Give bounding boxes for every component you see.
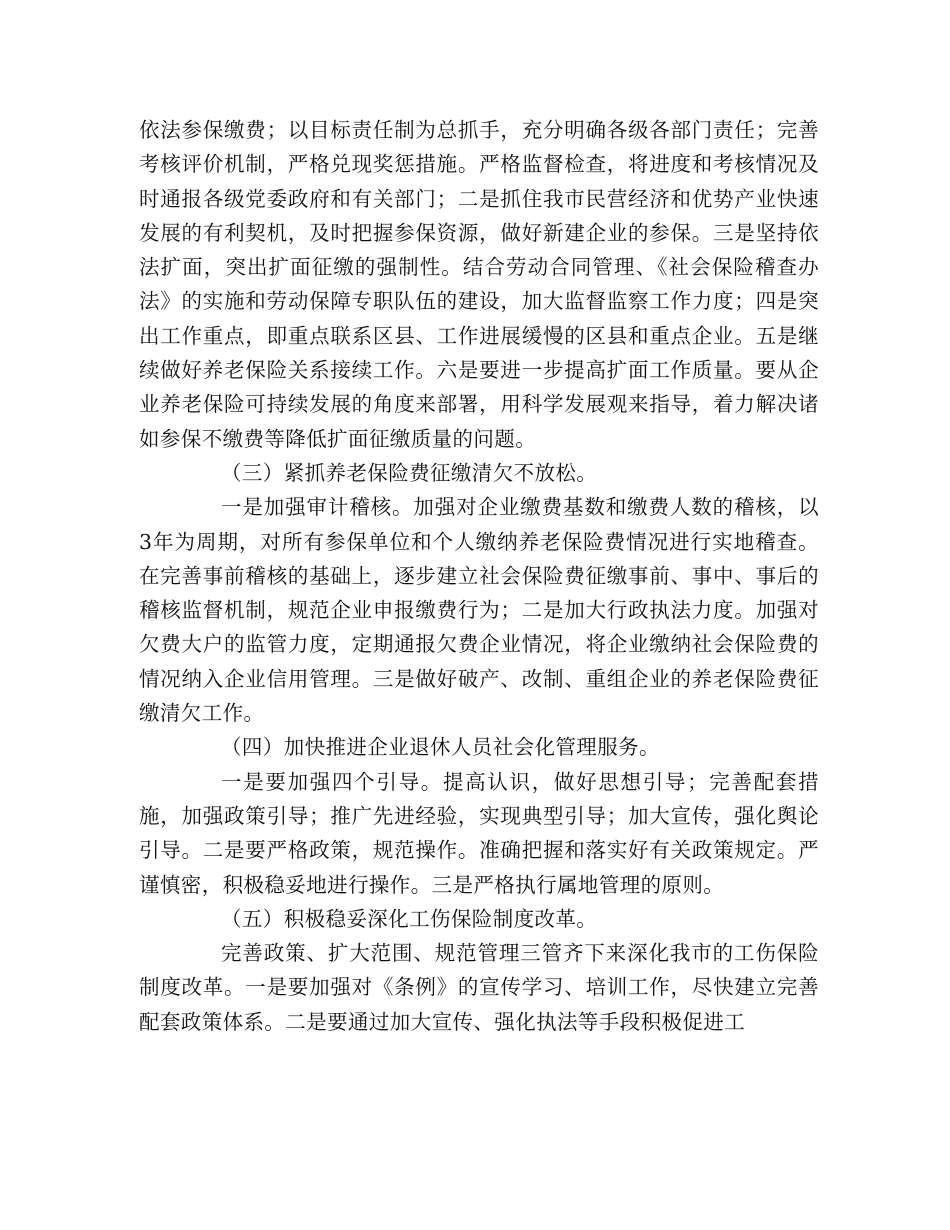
body-paragraph: 完善政策、扩大范围、规范管理三管齐下来深化我市的工伤保险制度改革。一是要加强对《条例》的宣传学习、培训工作，尽快建立完善配套政策体系。二是要通过加大宣传、强化执法等手段积极促进工 (139, 941, 819, 1034)
section-heading-4: （四）加快推进企业退休人员社会化管理服务。 (221, 735, 660, 760)
section-heading-3: （三）紧抓养老保险费征缴清欠不放松。 (221, 460, 598, 485)
document-body (139, 113, 819, 1039)
body-paragraph: 一是要加强四个引导。提高认识，做好思想引导；完善配套措施，加强政策引导；推广先进经验，实现典型引导；加大宣传，强化舆论引导。二是要严格政策，规范操作。准确把握和落实好有关政策规定。严谨慎密，积极稳妥地进行操作。三是严格执行属地管理的原则。 (139, 769, 819, 897)
body-paragraph: 一是加强审计稽核。加强对企业缴费基数和缴费人数的稽核，以3年为周期，对所有参保单位和个人缴纳养老保险费情况进行实地稽查。在完善事前稽核的基础上，逐步建立社会保险费征缴事前、事中、事后的稽核监督机制，规范企业申报缴费行为；二是加大行政执法力度。加强对欠费大户的监管力度，定期通报欠费企业情况，将企业缴纳社会保险费的情况纳入企业信用管理。三是做好破产、改制、重组企业的养老保险费征缴清欠工作。 (139, 495, 819, 726)
section-heading-5: （五）积极稳妥深化工伤保险制度改革。 (221, 906, 598, 931)
body-paragraph: 依法参保缴费；以目标责任制为总抓手，充分明确各级各部门责任；完善考核评价机制，严格兑现奖惩措施。严格监督检查，将进度和考核情况及时通报各级党委政府和有关部门；二是抓住我市民营经济和优势产业快速发展的有利契机，及时把握参保资源，做好新建企业的参保。三是坚持依法扩面，突出扩面征缴的强制性。结合劳动合同管理、《社会保险稽查办法》的实施和劳动保障专职队伍的建设，加大监督监察工作力度；四是突出工作重点，即重点联系区县、工作进展缓慢的区县和重点企业。五是继续做好养老保险关系接续工作。六是要进一步提高扩面工作质量。要从企业养老保险可持续发展的角度来部署，用科学发展观来指导，着力解决诸如参保不缴费等降低扩面征缴质量的问题。 (139, 118, 819, 451)
